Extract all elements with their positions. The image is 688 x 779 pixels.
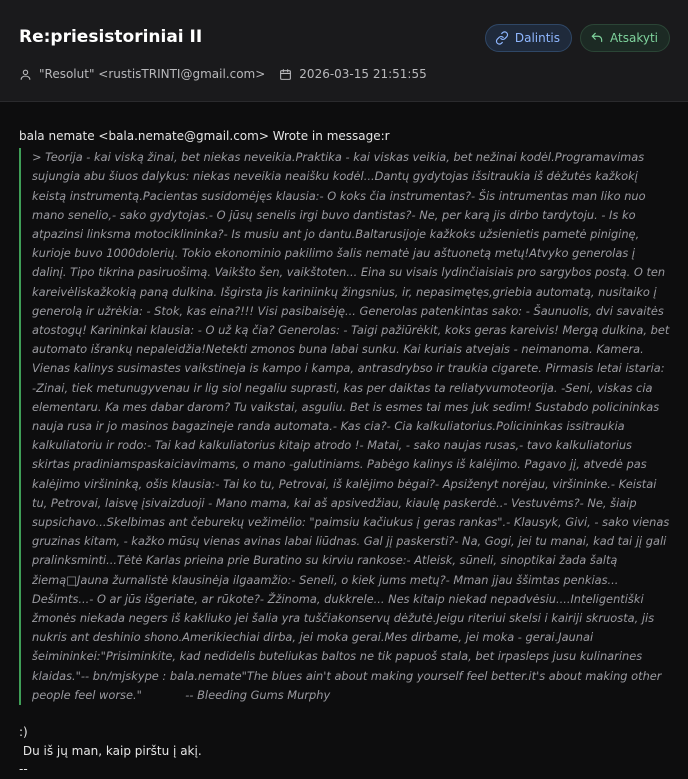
- reply-label: Atsakyti: [610, 31, 658, 45]
- quote-attribution: bala nemate <bala.nemate@gmail.com> Wrote in message:r: [19, 129, 390, 143]
- message-subject: Re:priesistoriniai II: [19, 27, 203, 47]
- message-body: [19, 127, 671, 779]
- sender: "Resolut" <rustisTRINTI@gmail.com>: [39, 67, 266, 81]
- calendar-icon: [279, 68, 292, 81]
- message-header: [0, 0, 688, 102]
- link-icon: [495, 31, 509, 45]
- reply-button[interactable]: [580, 24, 670, 52]
- message-meta: [19, 67, 427, 81]
- share-label: Dalintis: [514, 31, 561, 45]
- quoted-text: > Teorija - kai viską žinai, bet niekas neveikia.Praktika - kai viskas veikia, bet nežinai kodėl.Programavimas sujungia abu šiuos dalykus: niekas neveikia neaišku kodėl...Dantų gydytojas išsitraukia iš dėžutės kažkokį keistą instrumentą.Pacientas susidomėjęs klausia:- O koks čia instrumentas?- Šis intrumentas man liko nuo mano senelio,- sako gydytojas.- O jūsų senelis irgi buvo dantistas?- Ne, per karą jis dirbo tardytoju. - Is ko atpazinsi linksma motociklininka?- Is musiu ant jo dantu.Baltarusijoje kažkoks užsienietis pametė piniginę, kurioje buvo 1000dolerių. Tokio ekonominio pakilimo šalis nematė jau aštuonetą metų!Atvyko generolas į dalinį. Tipo tikrina pasiruošimą. Vaikšto šen, vaikštoten... Eina su visais lydinčiaisiais pro sargybos postą. O ten kareivėliskažkokią paną dulkina. Išgirsta jis kariniinkų žingsnius, ir, nepasimętęs,griebia automatą, nusitaiko į generolą ir užrėkia: - Stok, kas eina?!!! Visi pasibaisėję... Generolas patenkintas sako: - Šaunuolis, dvi savaitės atostogų! Karininkai klausia: - O už ką čia? Generolas: - Taigi pažiūrėkit, koks geras kareivis! Mergą dulkina, bet automato išrankų nepaleidžia!Netekti zmonos buna labai sunku. Kai kuriais atvejais - neimanoma. Kamera. Vienas kalinys susimastes vaikstineja is kampo i kampa, antrasdrybso ir traukia cigarete. Pirmasis letai istaria: -Zinai, tiek metunugyvenau ir lig siol negaliu suprasti, kas per daiktas ta reliatyvumoteorija. -Seni, viskas cia elementaru. Ka mes dabar darom? Tu vaikstai, asguliu. Bet is esmes tai mes juk sedim! Sustabdo policininkas nauja rusa ir jo masinos bagazineje randa automata.- Kas cia?- Cia kalkuliatorius.Policininkas issitraukia kalkuliatoriu ir rodo:- Tai kad kalkuliatorius kitaip atrodo !- Matai, - sako naujas rusas,- tavo kalkuliatorius skirtas pradiniamspaskaiciavimams, o mano -galutiniams. Pabėgo kalinys iš kalėjimo. Pagavo jį, atvedė pas kalėjimo viršininką, ošis klausia:- Tai ko tu, Petrovai, iš kalėjimo bėgai?- Apsiženyt norėjau, viršininke.- Keistai tu, Petrovai, laisvę įsivaizduoji - Mano mama, kai aš apsivedžiau, kiaulę paskerdė..- Vestuvėms?- Ne, šiaip supsichavo...Skelbimas ant čeburekų vežimėlio: "paimsiu kačiukus į geras rankas".- Klausyk, Givi, - sako vienas gruzinas kitam, - kažko mūsų vienas avinas labai liūdnas. Gal jį paskersti?- Na, Gogi, jei tu manai, kad tai jį gali pralinksminti...Tėtė Karlas prieina prie Buratino su kirviu rankose:- Atleisk, sūneli, sinoptikai žada šaltą žiemą□Jauna žurnalistė klausinėja ilgaamžio:- Seneli, o kiek jums metų?- Mman jjau ššimtas penkias... Dešimts...- O ar jūs išgeriate, ar rūkote?- Žžinoma, dukkrele... Nes kitaip niekad nepadvėsiu....Inteligentiški žmonės niekada negers iš kakliuko jei šalia yra tuščiakonservų dėžutė.Jeigu riteriui skelsi i kairiji skruosta, jis nukris ant deshinio shono.Amerikiechiai dirba, jei moka gerai.Mes dirbame, jei moka - gerai.Jaunai šeimininkei:"Prisiminkite, kad nedidelis buteliukas baltos ne tik papuoš stala, bet irpasleps jusu kulinarines klaidas."-- bn/mjskype : bala.nemate"The blues ain't about making yourself feel better.it's about making other people feel worse." -- Bleeding Gums Murphy: [19, 148, 671, 705]
- user-icon: [19, 68, 32, 81]
- reply-arrow-icon: [590, 31, 604, 45]
- reply-text: :) Du iš jų man, kaip pirštu į akį. --: [19, 725, 202, 777]
- message-date: 2026-03-15 21:51:55: [299, 67, 427, 81]
- share-button[interactable]: [485, 24, 572, 52]
- header-actions: [485, 24, 670, 52]
